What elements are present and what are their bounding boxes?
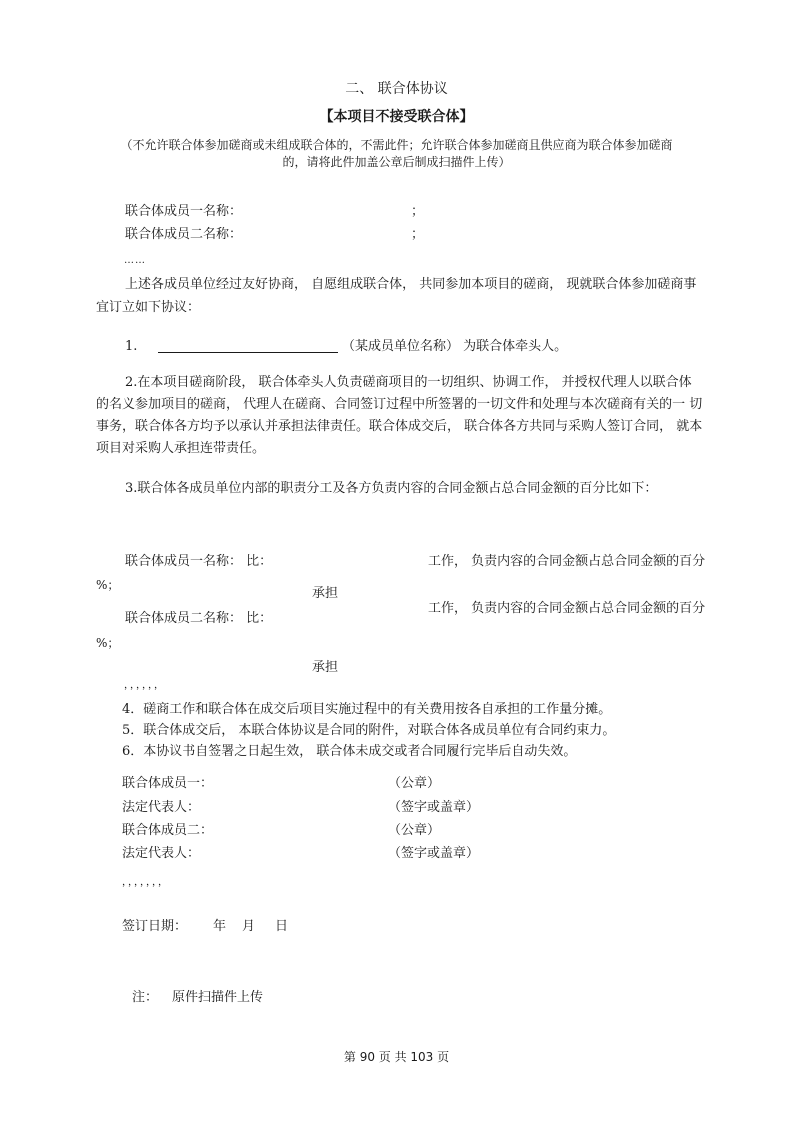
section-title: 二、 联合体协议 [345,81,448,97]
signature-member-2-seal: （公章） [388,823,441,838]
note-label: 注： [132,990,159,1005]
member-2-end: ； [411,227,425,242]
note-line-2: 的，请将此件加盖公章后制成扫描件上传） [282,155,511,169]
sign-date-month: 月 [242,919,256,934]
share-row-2-label: 联合体成员二名称： 比： [125,611,273,626]
share-row-2-bear: 承担 [312,660,339,675]
members-ellipsis: …… [124,255,146,266]
clause-6: 6．本协议书自签署之日起生效， 联合体未成交或者合同履行完毕后自动失效。 [122,744,577,759]
share-row-1-percent: %； [96,578,120,592]
section-subtitle: 【本项目不接受联合体】 [319,109,474,125]
sign-date-label: 签订日期： [122,919,188,934]
signature-member-1: 联合体成员一： [122,776,214,791]
sign-date-year: 年 [213,919,227,934]
page-number: 第 90 页 共 103 页 [343,1050,450,1064]
clause-4: 4．磋商工作和联合体在成交后项目实施过程中的有关费用按各自承担的工作量分摊。 [122,702,612,717]
note-text: 原件扫描件上传 [172,990,264,1005]
clause-2-line-3: 事务，联合体各方均予以承认并承担法律责任。联合体成交后， 联合体各方共同与采购人签订合同， 就本 [96,419,703,434]
lead-member-blank [158,352,338,353]
member-2-label: 联合体成员二名称： [125,227,243,242]
intro-line-1: 上述各成员单位经过友好协商， 自愿组成联合体， 共同参加本项目的磋商， 现就联合体参加磋商事 [125,277,697,292]
clause-1-text: （某成员单位名称） 为联合体牵头人。 [342,339,568,354]
signature-member-1-seal: （公章） [388,776,441,791]
signature-member-2: 联合体成员二： [122,823,214,838]
share-row-1-work: 工作， 负责内容的合同金额占总合同金额的百分 [428,554,706,569]
clause-2-line-2: 的名义参加项目的磋商， 代理人在磋商、合同签订过程中所签署的一切文件和处理与本次磋商有关的一 切 [96,397,703,412]
clause-1-number: 1. [125,339,138,354]
note-line-1: （不允许联合体参加磋商或未组成联合体的，不需此件；允许联合体参加磋商且供应商为联合体参加磋商 [120,138,673,152]
share-row-1-bear: 承担 [312,586,339,601]
share-row-2-work: 工作， 负责内容的合同金额占总合同金额的百分 [428,601,706,616]
member-1-end: ； [411,204,425,219]
clause-2-line-1: 2.在本项目磋商阶段， 联合体牵头人负责磋商项目的一切组织、协调工作， 并授权代理人以联合体 [125,375,692,390]
intro-line-2: 宜订立如下协议： [96,300,201,315]
clause-3-text: 3.联合体各成员单位内部的职责分工及各方负责内容的合同金额占总合同金额的百分比如下： [125,481,658,496]
signature-rep-1: 法定代表人： [122,800,201,815]
clause-2-line-4: 项目对采购人承担连带责任。 [96,441,266,456]
clause-5: 5．联合体成交后， 本联合体协议是合同的附件，对联合体各成员单位有合同约束力。 [122,723,616,738]
share-row-2-percent: %； [96,636,120,650]
shares-ellipsis: ，，，，，， [124,680,165,691]
signature-rep-1-sign: （签字或盖章） [388,800,480,815]
sign-date-day: 日 [275,919,289,934]
signatures-ellipsis: ，，，，，，， [122,877,169,888]
share-row-1-label: 联合体成员一名称： 比： [125,554,273,569]
member-1-label: 联合体成员一名称： [125,204,243,219]
signature-rep-2-sign: （签字或盖章） [388,846,480,861]
signature-rep-2: 法定代表人： [122,846,201,861]
